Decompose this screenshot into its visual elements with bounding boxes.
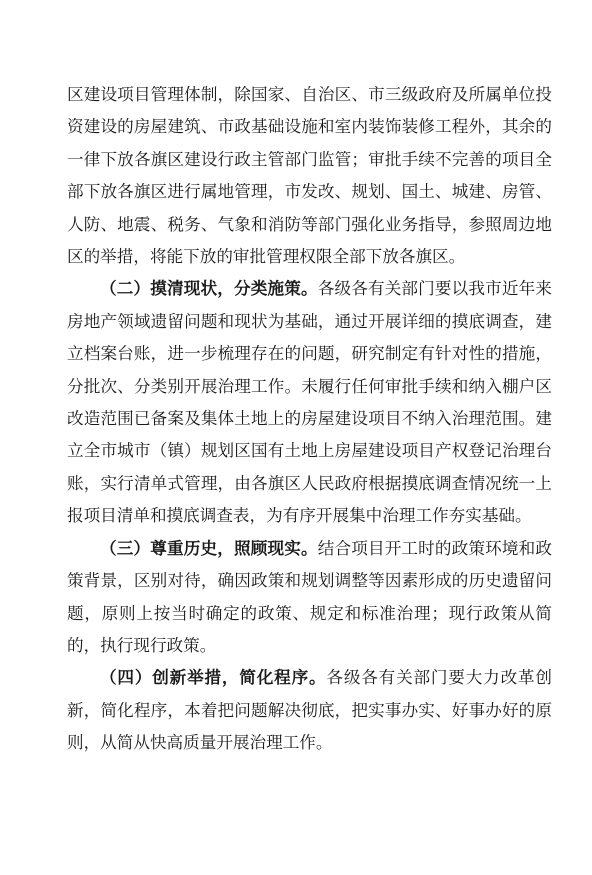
paragraph-text: 区建设项目管理体制，除国家、自治区、市三级政府及所属单位投资建设的房屋建筑、市政基础设施和室内装饰装修工程外，其余的一律下放各旗区建设行政主管部门监管；审批手续不完善的项目全部下放各旗区进行属地管理，市发改、规划、国土、城建、房管、人防、地震、税务、气象和消防等部门强化业务指导，参照周边地区的举措，将能下放的审批管理权限全部下放各旗区。	[67, 85, 552, 267]
document-page	[67, 79, 552, 760]
paragraph-text: 各级各有关部门要大力改革创新，简化程序，本着把问题解决彻底，把实事办实、好事办好的原则，从简从快高质量开展治理工作。	[67, 668, 553, 753]
paragraph-text: 各级各有关部门要以我市近年来房地产领域遗留问题和现状为基础，通过开展详细的摸底调查，建立档案台账，进一步梳理存在的问题，研究制定有针对性的措施，分批次、分类别开展治理工作。未履行任何审批手续和纳入棚户区改造范围已备案及集体土地上的房屋建设项目不纳入治理范围。建立全市城市（镇）规划区国有土地上房屋建设项目产权登记治理台账，实行清单式管理，由各旗区人民政府根据摸底调查情况统一上报项目清单和摸底调查表，为有序开展集中治理工作夯实基础。	[67, 279, 552, 526]
paragraph-heading: （三）尊重历史，照顾现实。	[100, 538, 318, 558]
paragraph-heading: （四）创新举措，简化程序。	[100, 668, 327, 688]
paragraph-section-4	[67, 662, 552, 759]
paragraph-section-3	[67, 533, 552, 663]
paragraph-text: 结合项目开工时的政策环境和政策背景，区别对待，确因政策和规划调整等因素形成的历史遗留问题，原则上按当时确定的政策、规定和标准治理；现行政策从简的，执行现行政策。	[67, 538, 552, 655]
paragraph-continuation	[67, 79, 552, 273]
paragraph-heading: （二）摸清现状，分类施策。	[100, 279, 318, 299]
paragraph-section-2	[67, 273, 552, 532]
